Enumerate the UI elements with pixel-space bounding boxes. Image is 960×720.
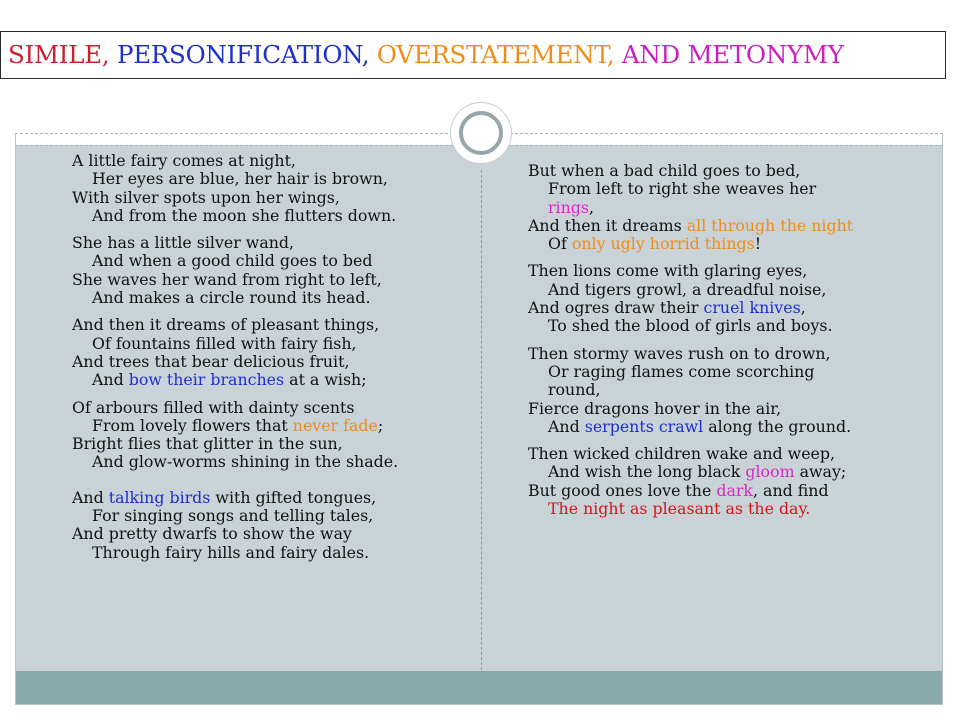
poem-text: And (548, 416, 585, 436)
poem-line (72, 435, 472, 453)
poem-line (72, 525, 472, 543)
poem-line (72, 170, 472, 188)
poem-text: with gifted tongues, (210, 487, 377, 507)
poem-text: And wish the long black (548, 462, 746, 482)
poem-line (528, 180, 863, 217)
poem-line (72, 152, 472, 170)
highlighted-phrase: dark (716, 480, 753, 500)
footer-bar (16, 671, 942, 704)
poem-text: Or raging flames come scorching round, (548, 361, 815, 400)
poem-right-column (528, 162, 863, 527)
poem-text: And trees that bear delicious fruit, (72, 351, 350, 371)
poem-text: And pretty dwarfs to show the way (72, 524, 352, 544)
poem-text: Her eyes are blue, her hair is brown, (92, 169, 388, 189)
poem-line (528, 162, 863, 180)
poem-line (72, 271, 472, 289)
poem-line (528, 363, 863, 400)
poem-text: She waves her wand from right to left, (72, 269, 382, 289)
poem-line (528, 317, 863, 335)
poem-stanza (528, 162, 863, 253)
poem-stanza (72, 234, 472, 307)
poem-text: From left to right she weaves her (548, 179, 817, 199)
poem-text: And ogres draw their (528, 298, 704, 318)
poem-text: And tigers growl, a dreadful noise, (548, 279, 827, 299)
poem-line (72, 252, 472, 270)
poem-text: From lovely flowers that (92, 415, 293, 435)
poem-text: at a wish; (284, 370, 367, 390)
poem-stanza (528, 445, 863, 518)
poem-text: ! (754, 234, 762, 254)
poem-line (528, 217, 863, 235)
circle-ornament-icon (459, 111, 503, 155)
poem-line (72, 544, 472, 562)
poem-text: And when a good child goes to bed (92, 251, 373, 271)
poem-line (72, 453, 472, 471)
poem-text: , and find (753, 480, 829, 500)
poem-line (72, 489, 472, 507)
poem-text: And makes a circle round its head. (92, 288, 371, 308)
highlighted-phrase: rings (548, 197, 589, 217)
poem-text: But when a bad child goes to bed, (528, 161, 801, 180)
highlighted-phrase: only ugly horrid things (571, 234, 755, 254)
poem-line (528, 463, 863, 481)
poem-line (72, 207, 472, 225)
poem-line (72, 316, 472, 334)
poem-text: ; (377, 415, 384, 435)
poem-text: With silver spots upon her wings, (72, 187, 340, 207)
poem-text: Then lions come with glaring eyes, (528, 261, 808, 281)
poem-text: And glow-worms shining in the shade. (92, 452, 399, 472)
poem-text: Of arbours filled with dainty scents (72, 397, 355, 417)
poem-text: And from the moon she flutters down. (92, 205, 397, 225)
poem-left-column (72, 152, 472, 571)
poem-text: For singing songs and telling tales, (92, 506, 374, 526)
poem-line (528, 345, 863, 363)
poem-stanza (72, 152, 472, 225)
poem-text: , (800, 298, 806, 318)
poem-text: Through fairy hills and fairy dales. (92, 542, 370, 562)
poem-stanza (528, 345, 863, 436)
poem-text: Then stormy waves rush on to drown, (528, 343, 831, 363)
poem-text: Bright flies that glitter in the sun, (72, 434, 343, 454)
poem-line (528, 418, 863, 436)
poem-text: And (72, 487, 109, 507)
poem-line (72, 507, 472, 525)
highlighted-phrase: all through the night (686, 215, 854, 235)
poem-text: To shed the blood of girls and boys. (548, 316, 833, 336)
poem-line (72, 289, 472, 307)
highlighted-phrase: talking birds (108, 487, 211, 507)
highlighted-phrase: cruel knives (703, 298, 801, 318)
slide-title (0, 31, 946, 79)
poem-stanza (72, 489, 472, 562)
poem-text: And (92, 370, 129, 390)
poem-text: Fierce dragons hover in the air, (528, 398, 782, 418)
highlighted-phrase: serpents crawl (584, 416, 704, 436)
poem-line (72, 399, 472, 417)
title-metonymy: AND METONYMY (621, 40, 844, 69)
poem-text: A little fairy comes at night, (72, 151, 296, 170)
poem-text: Then wicked children wake and weep, (528, 444, 836, 464)
highlighted-phrase: gloom (745, 462, 795, 482)
poem-line (528, 445, 863, 463)
poem-text: She has a little silver wand, (72, 233, 295, 253)
poem-text: Of fountains filled with fairy fish, (92, 333, 357, 353)
poem-line (528, 400, 863, 418)
poem-line (528, 500, 863, 518)
poem-text: away; (794, 462, 847, 482)
poem-line (528, 281, 863, 299)
poem-line (72, 234, 472, 252)
poem-stanza (72, 399, 472, 472)
poem-text: But good ones love the (528, 480, 717, 500)
poem-line (72, 371, 472, 389)
title-overstatement: OVERSTATEMENT, (376, 40, 622, 69)
poem-stanza (528, 262, 863, 335)
highlighted-phrase: bow their branches (128, 370, 285, 390)
column-divider (481, 170, 482, 670)
poem-line (528, 262, 863, 280)
poem-stanza (72, 316, 472, 389)
poem-text: Of (548, 234, 572, 254)
poem-line (72, 335, 472, 353)
poem-line (528, 482, 863, 500)
highlighted-phrase: The night as pleasant as the day. (548, 499, 811, 519)
poem-text: , (589, 197, 595, 217)
poem-text: And then it dreams of pleasant things, (72, 315, 380, 335)
poem-line (72, 189, 472, 207)
title-simile: SIMILE, (8, 40, 117, 69)
poem-line (528, 235, 863, 253)
title-personification: PERSONIFICATION, (116, 40, 377, 69)
poem-line (72, 417, 472, 435)
highlighted-phrase: never fade (292, 415, 378, 435)
poem-text: along the ground. (703, 416, 852, 436)
poem-line (528, 299, 863, 317)
poem-line (72, 353, 472, 371)
poem-text: And then it dreams (528, 215, 687, 235)
